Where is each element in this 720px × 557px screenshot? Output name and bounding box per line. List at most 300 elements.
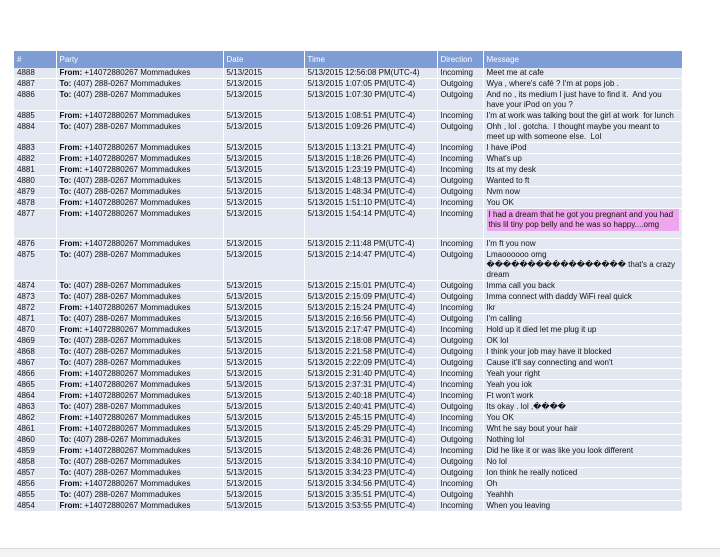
party-prefix: From: bbox=[59, 68, 83, 77]
row-direction: Incoming bbox=[437, 391, 483, 402]
message-text: You OK bbox=[486, 413, 514, 422]
row-message bbox=[483, 198, 682, 209]
row-time: 5/13/2015 3:34:56 PM(UTC-4) bbox=[304, 479, 437, 490]
row-date: 5/13/2015 bbox=[223, 424, 304, 435]
column-header-time: Time bbox=[304, 51, 437, 68]
party-name: (407) 288-0267 Mommadukes bbox=[73, 250, 181, 259]
message-table bbox=[14, 51, 683, 512]
row-message bbox=[483, 358, 682, 369]
party-prefix: From: bbox=[59, 369, 83, 378]
table-row bbox=[14, 347, 682, 358]
party-name: (407) 288-0267 Mommadukes bbox=[73, 281, 181, 290]
row-party bbox=[56, 187, 223, 198]
message-text: Nvm now bbox=[486, 187, 520, 196]
row-date: 5/13/2015 bbox=[223, 143, 304, 154]
message-log-page bbox=[14, 51, 682, 512]
party-name: (407) 288-0267 Mommadukes bbox=[73, 490, 181, 499]
party-name: (407) 288-0267 Mommadukes bbox=[73, 457, 181, 466]
party-name: +14072880267 Mommadukes bbox=[84, 369, 191, 378]
column-header-party: Party bbox=[56, 51, 223, 68]
party-name: +14072880267 Mommadukes bbox=[84, 239, 191, 248]
row-date: 5/13/2015 bbox=[223, 468, 304, 479]
row-number: 4882 bbox=[14, 154, 56, 165]
row-number: 4883 bbox=[14, 143, 56, 154]
message-text: Imma call you back bbox=[486, 281, 555, 290]
table-row bbox=[14, 176, 682, 187]
party-name: +14072880267 Mommadukes bbox=[84, 479, 191, 488]
row-time: 5/13/2015 1:48:34 PM(UTC-4) bbox=[304, 187, 437, 198]
row-number: 4854 bbox=[14, 501, 56, 512]
row-date: 5/13/2015 bbox=[223, 239, 304, 250]
party-name: +14072880267 Mommadukes bbox=[84, 413, 191, 422]
row-party bbox=[56, 358, 223, 369]
message-text: I'm calling bbox=[486, 314, 522, 323]
row-date: 5/13/2015 bbox=[223, 79, 304, 90]
party-name: +14072880267 Mommadukes bbox=[84, 209, 191, 218]
row-number: 4872 bbox=[14, 303, 56, 314]
party-prefix: From: bbox=[59, 239, 83, 248]
message-text: Wanted to ft bbox=[486, 176, 530, 185]
table-row bbox=[14, 187, 682, 198]
row-message bbox=[483, 457, 682, 468]
row-date: 5/13/2015 bbox=[223, 176, 304, 187]
party-prefix: To: bbox=[59, 347, 72, 356]
row-message bbox=[483, 413, 682, 424]
row-number: 4878 bbox=[14, 198, 56, 209]
row-party bbox=[56, 325, 223, 336]
message-text: You OK bbox=[486, 198, 514, 207]
row-direction: Outgoing bbox=[437, 187, 483, 198]
row-direction: Incoming bbox=[437, 369, 483, 380]
row-message bbox=[483, 239, 682, 250]
message-text: Yeah your right bbox=[486, 369, 541, 378]
row-time: 5/13/2015 2:18:08 PM(UTC-4) bbox=[304, 336, 437, 347]
row-date: 5/13/2015 bbox=[223, 292, 304, 303]
row-time: 5/13/2015 1:09:26 PM(UTC-4) bbox=[304, 122, 437, 143]
row-time: 5/13/2015 2:11:48 PM(UTC-4) bbox=[304, 239, 437, 250]
party-prefix: To: bbox=[59, 358, 72, 367]
party-name: (407) 288-0267 Mommadukes bbox=[73, 314, 181, 323]
party-name: +14072880267 Mommadukes bbox=[84, 391, 191, 400]
row-message bbox=[483, 424, 682, 435]
row-number: 4863 bbox=[14, 402, 56, 413]
party-prefix: From: bbox=[59, 165, 83, 174]
party-prefix: To: bbox=[59, 314, 72, 323]
row-time: 5/13/2015 2:48:26 PM(UTC-4) bbox=[304, 446, 437, 457]
row-time: 5/13/2015 1:54:14 PM(UTC-4) bbox=[304, 209, 437, 239]
table-row bbox=[14, 468, 682, 479]
row-date: 5/13/2015 bbox=[223, 336, 304, 347]
row-date: 5/13/2015 bbox=[223, 187, 304, 198]
row-direction: Outgoing bbox=[437, 336, 483, 347]
row-number: 4860 bbox=[14, 435, 56, 446]
table-row bbox=[14, 281, 682, 292]
row-time: 5/13/2015 2:40:41 PM(UTC-4) bbox=[304, 402, 437, 413]
row-direction: Incoming bbox=[437, 198, 483, 209]
row-party bbox=[56, 490, 223, 501]
message-text: Wya , where's café ? I'm at pops job . bbox=[486, 79, 619, 88]
row-party bbox=[56, 314, 223, 325]
row-message bbox=[483, 314, 682, 325]
row-message bbox=[483, 479, 682, 490]
row-time: 5/13/2015 1:48:13 PM(UTC-4) bbox=[304, 176, 437, 187]
row-message bbox=[483, 501, 682, 512]
row-number: 4886 bbox=[14, 90, 56, 111]
message-text: Ikr bbox=[486, 303, 496, 312]
party-name: +14072880267 Mommadukes bbox=[84, 325, 191, 334]
party-prefix: From: bbox=[59, 424, 83, 433]
row-party bbox=[56, 111, 223, 122]
column-header-date: Date bbox=[223, 51, 304, 68]
row-direction: Outgoing bbox=[437, 292, 483, 303]
party-prefix: From: bbox=[59, 198, 83, 207]
row-number: 4866 bbox=[14, 369, 56, 380]
party-name: (407) 288-0267 Mommadukes bbox=[73, 435, 181, 444]
row-party bbox=[56, 68, 223, 79]
row-message bbox=[483, 369, 682, 380]
message-text: Yeah you iok bbox=[486, 380, 533, 389]
row-direction: Outgoing bbox=[437, 347, 483, 358]
party-prefix: To: bbox=[59, 281, 72, 290]
party-prefix: From: bbox=[59, 154, 83, 163]
message-text: Ft won't work bbox=[486, 391, 534, 400]
row-message bbox=[483, 187, 682, 198]
row-party bbox=[56, 122, 223, 143]
row-number: 4857 bbox=[14, 468, 56, 479]
column-header-number: # bbox=[14, 51, 56, 68]
message-text: What's up bbox=[486, 154, 522, 163]
row-date: 5/13/2015 bbox=[223, 209, 304, 239]
row-time: 5/13/2015 2:45:15 PM(UTC-4) bbox=[304, 413, 437, 424]
row-number: 4874 bbox=[14, 281, 56, 292]
row-time: 5/13/2015 2:15:01 PM(UTC-4) bbox=[304, 281, 437, 292]
row-party bbox=[56, 468, 223, 479]
table-row bbox=[14, 391, 682, 402]
table-row bbox=[14, 209, 682, 239]
row-direction: Incoming bbox=[437, 143, 483, 154]
party-name: (407) 288-0267 Mommadukes bbox=[73, 336, 181, 345]
row-party bbox=[56, 209, 223, 239]
party-name: +14072880267 Mommadukes bbox=[84, 446, 191, 455]
table-row bbox=[14, 490, 682, 501]
row-date: 5/13/2015 bbox=[223, 303, 304, 314]
party-prefix: From: bbox=[59, 391, 83, 400]
table-row bbox=[14, 292, 682, 303]
row-direction: Incoming bbox=[437, 154, 483, 165]
party-name: +14072880267 Mommadukes bbox=[84, 111, 191, 120]
row-message bbox=[483, 90, 682, 111]
row-date: 5/13/2015 bbox=[223, 347, 304, 358]
party-name: (407) 288-0267 Mommadukes bbox=[73, 176, 181, 185]
row-time: 5/13/2015 3:53:55 PM(UTC-4) bbox=[304, 501, 437, 512]
table-row bbox=[14, 250, 682, 281]
row-direction: Incoming bbox=[437, 111, 483, 122]
row-date: 5/13/2015 bbox=[223, 198, 304, 209]
party-prefix: From: bbox=[59, 325, 83, 334]
row-party bbox=[56, 292, 223, 303]
row-number: 4876 bbox=[14, 239, 56, 250]
row-number: 4870 bbox=[14, 325, 56, 336]
row-date: 5/13/2015 bbox=[223, 369, 304, 380]
row-message bbox=[483, 176, 682, 187]
table-row bbox=[14, 336, 682, 347]
row-time: 5/13/2015 1:08:51 PM(UTC-4) bbox=[304, 111, 437, 122]
row-direction: Outgoing bbox=[437, 176, 483, 187]
row-direction: Incoming bbox=[437, 239, 483, 250]
row-direction: Outgoing bbox=[437, 490, 483, 501]
message-text: Ohh , lol . gotcha. I thought maybe you meant to meet up with someone else. Lol bbox=[486, 122, 662, 141]
row-direction: Incoming bbox=[437, 446, 483, 457]
table-row bbox=[14, 325, 682, 336]
message-text: Wht he say bout your hair bbox=[486, 424, 578, 433]
row-number: 4887 bbox=[14, 79, 56, 90]
row-time: 5/13/2015 1:13:21 PM(UTC-4) bbox=[304, 143, 437, 154]
party-prefix: From: bbox=[59, 479, 83, 488]
table-row bbox=[14, 413, 682, 424]
row-date: 5/13/2015 bbox=[223, 501, 304, 512]
row-message bbox=[483, 402, 682, 413]
table-row bbox=[14, 358, 682, 369]
row-direction: Outgoing bbox=[437, 122, 483, 143]
row-direction: Outgoing bbox=[437, 281, 483, 292]
row-number: 4888 bbox=[14, 68, 56, 79]
row-direction: Outgoing bbox=[437, 435, 483, 446]
row-party bbox=[56, 303, 223, 314]
party-prefix: To: bbox=[59, 122, 72, 131]
row-number: 4865 bbox=[14, 380, 56, 391]
table-row bbox=[14, 90, 682, 111]
row-time: 5/13/2015 2:17:47 PM(UTC-4) bbox=[304, 325, 437, 336]
row-message bbox=[483, 165, 682, 176]
row-date: 5/13/2015 bbox=[223, 479, 304, 490]
row-party bbox=[56, 347, 223, 358]
table-row bbox=[14, 314, 682, 325]
row-time: 5/13/2015 2:15:09 PM(UTC-4) bbox=[304, 292, 437, 303]
row-party bbox=[56, 479, 223, 490]
row-time: 5/13/2015 2:21:58 PM(UTC-4) bbox=[304, 347, 437, 358]
table-header bbox=[14, 51, 682, 68]
party-prefix: To: bbox=[59, 176, 72, 185]
party-prefix: To: bbox=[59, 187, 72, 196]
party-prefix: To: bbox=[59, 435, 72, 444]
party-name: +14072880267 Mommadukes bbox=[84, 143, 191, 152]
party-name: +14072880267 Mommadukes bbox=[84, 303, 191, 312]
row-direction: Incoming bbox=[437, 479, 483, 490]
row-number: 4880 bbox=[14, 176, 56, 187]
message-text: I'm ft you now bbox=[486, 239, 536, 248]
party-name: (407) 288-0267 Mommadukes bbox=[73, 187, 181, 196]
party-prefix: From: bbox=[59, 143, 83, 152]
party-name: (407) 288-0267 Mommadukes bbox=[73, 79, 181, 88]
party-prefix: To: bbox=[59, 336, 72, 345]
row-party bbox=[56, 198, 223, 209]
table-row bbox=[14, 154, 682, 165]
row-message bbox=[483, 336, 682, 347]
row-message bbox=[483, 68, 682, 79]
row-number: 4867 bbox=[14, 358, 56, 369]
row-time: 5/13/2015 2:22:09 PM(UTC-4) bbox=[304, 358, 437, 369]
row-date: 5/13/2015 bbox=[223, 122, 304, 143]
row-date: 5/13/2015 bbox=[223, 358, 304, 369]
row-message bbox=[483, 209, 682, 239]
party-prefix: To: bbox=[59, 90, 72, 99]
row-time: 5/13/2015 2:31:40 PM(UTC-4) bbox=[304, 369, 437, 380]
message-text: No lol bbox=[486, 457, 507, 466]
row-date: 5/13/2015 bbox=[223, 250, 304, 281]
row-direction: Incoming bbox=[437, 380, 483, 391]
row-party bbox=[56, 457, 223, 468]
row-message bbox=[483, 250, 682, 281]
table-row bbox=[14, 239, 682, 250]
table-row bbox=[14, 198, 682, 209]
row-number: 4864 bbox=[14, 391, 56, 402]
party-name: +14072880267 Mommadukes bbox=[84, 198, 191, 207]
table-row bbox=[14, 303, 682, 314]
row-time: 5/13/2015 2:15:24 PM(UTC-4) bbox=[304, 303, 437, 314]
row-time: 5/13/2015 1:18:26 PM(UTC-4) bbox=[304, 154, 437, 165]
row-time: 5/13/2015 1:07:05 PM(UTC-4) bbox=[304, 79, 437, 90]
row-date: 5/13/2015 bbox=[223, 457, 304, 468]
row-number: 4856 bbox=[14, 479, 56, 490]
party-name: (407) 288-0267 Mommadukes bbox=[73, 122, 181, 131]
row-party bbox=[56, 501, 223, 512]
party-name: +14072880267 Mommadukes bbox=[84, 380, 191, 389]
column-header-direction: Direction bbox=[437, 51, 483, 68]
party-prefix: To: bbox=[59, 457, 72, 466]
row-message bbox=[483, 391, 682, 402]
table-row bbox=[14, 501, 682, 512]
row-party bbox=[56, 176, 223, 187]
row-message bbox=[483, 154, 682, 165]
row-message bbox=[483, 446, 682, 457]
row-party bbox=[56, 369, 223, 380]
column-header-message: Message bbox=[483, 51, 682, 68]
row-date: 5/13/2015 bbox=[223, 446, 304, 457]
table-row bbox=[14, 380, 682, 391]
party-prefix: From: bbox=[59, 209, 83, 218]
party-prefix: To: bbox=[59, 250, 72, 259]
row-message bbox=[483, 281, 682, 292]
party-name: +14072880267 Mommadukes bbox=[84, 68, 191, 77]
row-message bbox=[483, 435, 682, 446]
row-message bbox=[483, 325, 682, 336]
party-prefix: To: bbox=[59, 468, 72, 477]
row-number: 4881 bbox=[14, 165, 56, 176]
row-date: 5/13/2015 bbox=[223, 154, 304, 165]
message-text: I'm at work was talking bout the girl at work for lunch bbox=[486, 111, 674, 120]
row-direction: Outgoing bbox=[437, 250, 483, 281]
row-direction: Incoming bbox=[437, 209, 483, 239]
table-row bbox=[14, 435, 682, 446]
row-direction: Incoming bbox=[437, 303, 483, 314]
row-party bbox=[56, 435, 223, 446]
party-name: +14072880267 Mommadukes bbox=[84, 154, 191, 163]
message-text: I have iPod bbox=[486, 143, 527, 152]
table-row bbox=[14, 424, 682, 435]
row-message bbox=[483, 292, 682, 303]
table-row bbox=[14, 402, 682, 413]
message-text: Hold up it died let me plug it up bbox=[486, 325, 597, 334]
row-message bbox=[483, 143, 682, 154]
party-prefix: From: bbox=[59, 446, 83, 455]
row-party bbox=[56, 239, 223, 250]
row-date: 5/13/2015 bbox=[223, 68, 304, 79]
row-message bbox=[483, 347, 682, 358]
row-direction: Incoming bbox=[437, 424, 483, 435]
row-number: 4875 bbox=[14, 250, 56, 281]
row-direction: Outgoing bbox=[437, 457, 483, 468]
row-date: 5/13/2015 bbox=[223, 490, 304, 501]
row-message bbox=[483, 380, 682, 391]
message-text: OK lol bbox=[486, 336, 509, 345]
message-text: Cause it'll say connecting and won't bbox=[486, 358, 613, 367]
message-text: I think your job may have it blocked bbox=[486, 347, 612, 356]
row-direction: Incoming bbox=[437, 501, 483, 512]
row-time: 5/13/2015 1:07:30 PM(UTC-4) bbox=[304, 90, 437, 111]
message-text: Imma connect with daddy WiFi real quick bbox=[486, 292, 632, 301]
row-number: 4861 bbox=[14, 424, 56, 435]
table-body bbox=[14, 68, 682, 512]
row-number: 4884 bbox=[14, 122, 56, 143]
row-time: 5/13/2015 3:34:10 PM(UTC-4) bbox=[304, 457, 437, 468]
message-text: Nothing lol bbox=[486, 435, 525, 444]
party-prefix: From: bbox=[59, 111, 83, 120]
row-date: 5/13/2015 bbox=[223, 111, 304, 122]
row-time: 5/13/2015 2:46:31 PM(UTC-4) bbox=[304, 435, 437, 446]
party-name: +14072880267 Mommadukes bbox=[84, 501, 191, 510]
row-party bbox=[56, 250, 223, 281]
row-message bbox=[483, 111, 682, 122]
row-date: 5/13/2015 bbox=[223, 435, 304, 446]
row-party bbox=[56, 336, 223, 347]
party-name: (407) 288-0267 Mommadukes bbox=[73, 402, 181, 411]
row-number: 4885 bbox=[14, 111, 56, 122]
message-text: When you leaving bbox=[486, 501, 551, 510]
party-prefix: To: bbox=[59, 490, 72, 499]
row-number: 4868 bbox=[14, 347, 56, 358]
row-direction: Incoming bbox=[437, 325, 483, 336]
row-direction: Outgoing bbox=[437, 90, 483, 111]
row-number: 4869 bbox=[14, 336, 56, 347]
row-party bbox=[56, 143, 223, 154]
row-number: 4871 bbox=[14, 314, 56, 325]
party-name: +14072880267 Mommadukes bbox=[84, 424, 191, 433]
row-party bbox=[56, 281, 223, 292]
party-prefix: From: bbox=[59, 501, 83, 510]
row-party bbox=[56, 402, 223, 413]
row-date: 5/13/2015 bbox=[223, 391, 304, 402]
party-name: (407) 288-0267 Mommadukes bbox=[73, 90, 181, 99]
row-number: 4873 bbox=[14, 292, 56, 303]
row-time: 5/13/2015 3:34:23 PM(UTC-4) bbox=[304, 468, 437, 479]
message-text: Ion think he really noticed bbox=[486, 468, 578, 477]
table-row bbox=[14, 446, 682, 457]
row-direction: Outgoing bbox=[437, 314, 483, 325]
row-direction: Incoming bbox=[437, 68, 483, 79]
row-date: 5/13/2015 bbox=[223, 281, 304, 292]
row-time: 5/13/2015 2:14:47 PM(UTC-4) bbox=[304, 250, 437, 281]
row-direction: Outgoing bbox=[437, 468, 483, 479]
row-direction: Outgoing bbox=[437, 79, 483, 90]
row-message bbox=[483, 468, 682, 479]
message-text: Oh bbox=[486, 479, 498, 488]
message-text: And no , its medium I just have to find it. And you have your iPod on you ? bbox=[486, 90, 664, 109]
row-date: 5/13/2015 bbox=[223, 325, 304, 336]
row-party bbox=[56, 413, 223, 424]
row-date: 5/13/2015 bbox=[223, 314, 304, 325]
row-time: 5/13/2015 1:23:19 PM(UTC-4) bbox=[304, 165, 437, 176]
table-row bbox=[14, 165, 682, 176]
